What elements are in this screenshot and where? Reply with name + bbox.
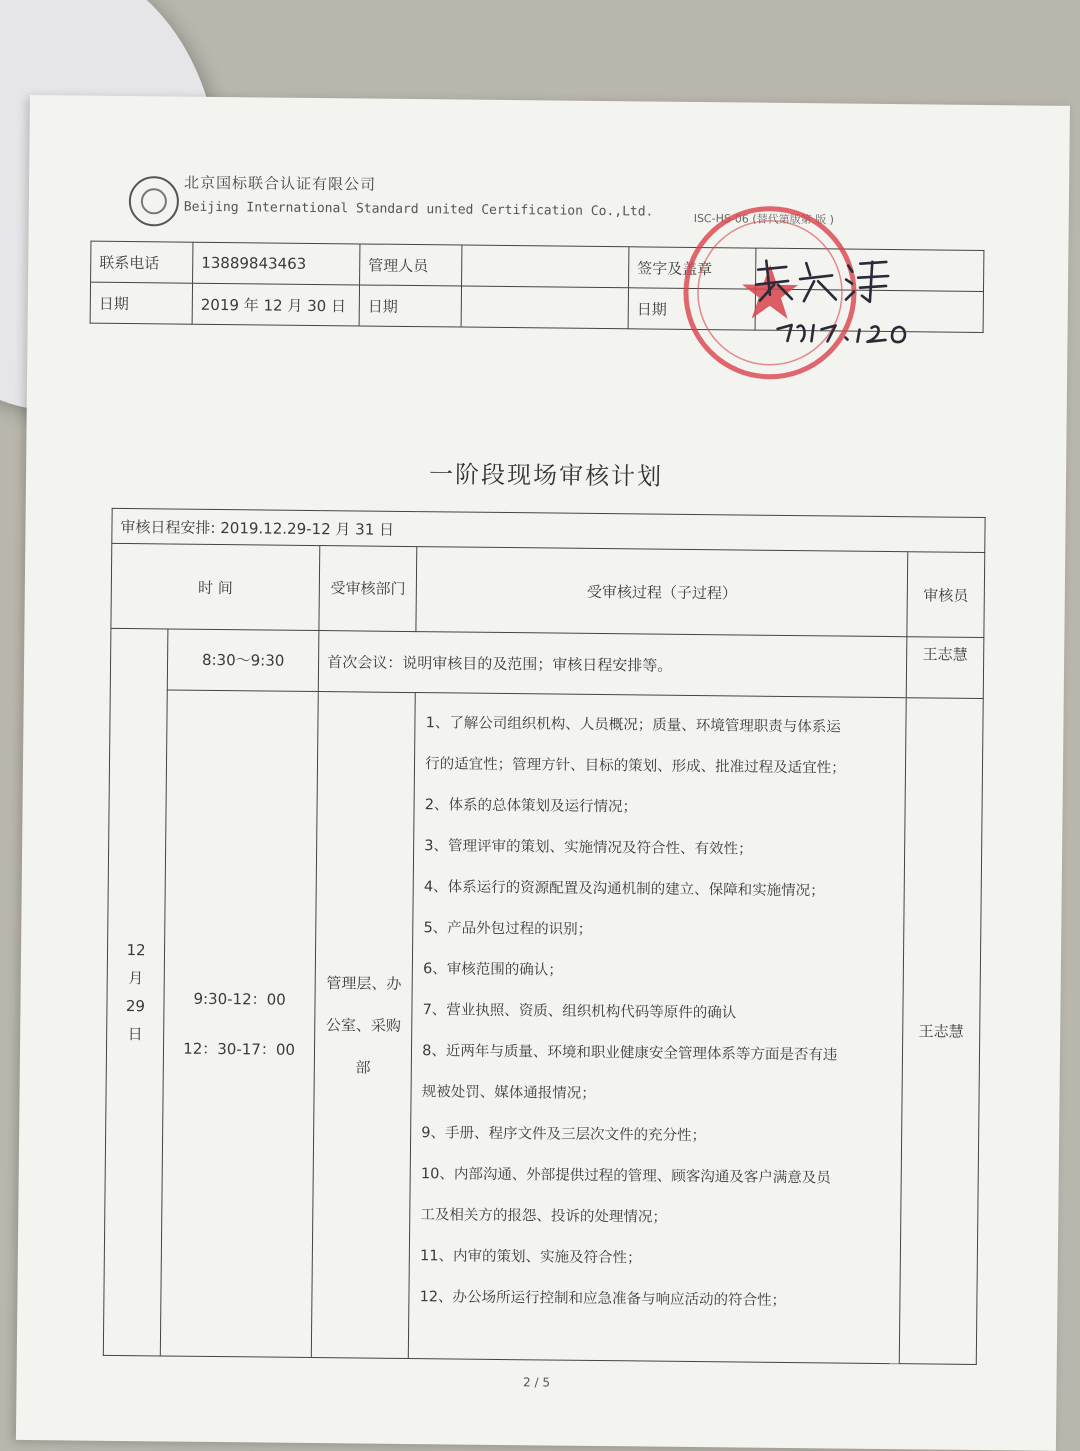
date-day-number: 12	[126, 941, 146, 960]
handwritten-signature	[747, 255, 928, 347]
date-label-1: 日期	[90, 282, 192, 324]
header-time: 时 间	[111, 543, 320, 630]
date-day: 29	[125, 997, 146, 1016]
audit-item: 行的适宜性；管理方针、目标的策划、形成、批准过程及适宜性；	[425, 756, 846, 777]
date-label-2: 日期	[359, 285, 461, 327]
audit-item: 11、内审的策划、实施及符合性；	[419, 1248, 642, 1267]
opening-meeting-process: 首次会议：说明审核目的及范围；审核日程安排等。	[318, 631, 906, 698]
main-auditor: 王志慧	[899, 698, 983, 1365]
audit-item: 1、了解公司组织机构、人员概况；质量、环境管理职责与体系运	[425, 715, 841, 736]
audit-item: 4、体系运行的资源配置及沟通机制的建立、保障和实施情况；	[423, 879, 825, 900]
audit-item: 10、内部沟通、外部提供过程的管理、顾客沟通及客户满意及员	[420, 1166, 831, 1187]
sign-label: 签字及盖章	[629, 247, 756, 289]
document-title: 一阶段现场审核计划	[428, 460, 664, 491]
date-label-3: 日期	[628, 288, 755, 330]
audit-item: 7、营业执照、资质、组织机构代码等原件的确认	[422, 1002, 737, 1022]
opening-time: 8:30～9:30	[167, 629, 319, 692]
manager-label: 管理人员	[360, 244, 462, 286]
header-department: 受审核部门	[319, 546, 417, 632]
opening-auditor: 王志慧	[906, 637, 984, 699]
audit-item: 12、办公场所运行控制和应急准备与响应活动的符合性；	[419, 1289, 787, 1309]
audit-item: 工及相关方的报怨、投诉的处理情况；	[420, 1207, 668, 1226]
audit-item: 8、近两年与质量、环境和职业健康安全管理体系等方面是否有违	[422, 1043, 838, 1064]
phone-value: 13889843463	[193, 242, 360, 285]
company-name-en: Beijing International Standard united Certification Co.,Ltd.	[183, 199, 654, 220]
date-value-1: 2019 年 12 月 30 日	[192, 283, 359, 326]
audit-item: 6、审核范围的确认；	[422, 961, 563, 979]
date-month-char: 月	[128, 969, 144, 988]
company-name-cn: 北京国标联合认证有限公司	[183, 173, 377, 194]
audit-item: 5、产品外包过程的识别；	[423, 920, 593, 938]
company-logo-icon	[129, 176, 180, 227]
audit-item: 3、管理评审的策划、实施情况及符合性、有效性；	[424, 838, 753, 858]
morning-time: 9:30-12：00	[193, 989, 286, 1009]
main-time-cell	[160, 690, 318, 1358]
form-code: ISC-HS-06 (替代第版第 版 )	[693, 211, 834, 227]
audit-plan-table	[103, 508, 986, 1365]
date-value-2	[461, 286, 628, 329]
audit-items-cell	[408, 693, 906, 1364]
manager-value	[462, 245, 629, 288]
document-page	[16, 95, 1070, 1451]
audit-item: 9、手册、程序文件及三层次文件的充分性；	[421, 1125, 707, 1145]
header-auditor: 审核员	[907, 552, 985, 638]
audit-item: 规被处罚、媒体通报情况；	[421, 1084, 596, 1102]
schedule-label: 审核日程安排: 2019.12.29-12 月 31 日	[112, 508, 985, 552]
date-cell	[103, 628, 168, 1356]
audited-department: 管理层、办公室、采购部	[311, 692, 415, 1359]
phone-label: 联系电话	[91, 241, 193, 283]
header-process: 受审核过程（子过程）	[416, 547, 908, 637]
date-day-char: 日	[127, 1025, 143, 1044]
afternoon-time: 12：30-17：00	[183, 1039, 296, 1059]
page-number: 2 / 5	[522, 1375, 551, 1390]
audit-item: 2、体系的总体策划及运行情况；	[424, 797, 638, 816]
